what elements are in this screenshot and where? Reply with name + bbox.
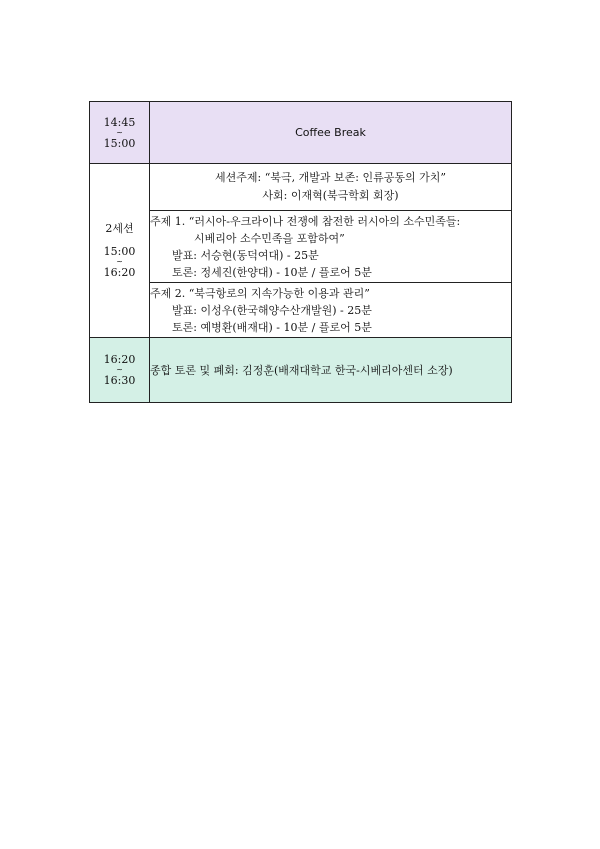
topic1-title-line2: 시베리아 소수민족을 포함하여” — [194, 231, 345, 245]
coffee-break-cell — [150, 102, 512, 164]
session2-theme-cell — [150, 164, 512, 211]
session2-header-row — [90, 164, 512, 211]
coffee-tilde: ~ — [116, 127, 123, 137]
closing-end-time: 16:30 — [103, 374, 136, 387]
session2-theme: 세션주제: “북극, 개발과 보존: 인류공동의 가치” — [215, 171, 446, 184]
session2-time-cell — [90, 164, 150, 338]
session2-end-time: 16:20 — [103, 266, 136, 279]
session2-tilde: ~ — [116, 257, 123, 266]
coffee-break-title: Coffee Break — [295, 126, 366, 139]
closing-cell — [150, 338, 512, 403]
session2-label: 2세션 — [105, 222, 134, 235]
coffee-break-row — [90, 102, 512, 164]
topic1-cell — [150, 211, 512, 283]
coffee-end-time: 15:00 — [103, 136, 136, 150]
closing-tilde: ~ — [116, 365, 123, 374]
closing-start-time: 16:20 — [103, 353, 136, 366]
closing-row — [90, 338, 512, 403]
topic2-discussant: 토론: 예병환(배재대) - 10분 / 플로어 5분 — [172, 320, 372, 334]
topic1-title-line1: 주제 1. “러시아-우크라이나 전쟁에 참전한 러시아의 소수민족들: — [150, 214, 461, 228]
topic2-title: 주제 2. “북극항로의 지속가능한 이용과 관리” — [150, 286, 370, 300]
topic1-discussant: 토론: 정세진(한양대) - 10분 / 플로어 5분 — [172, 265, 372, 279]
session2-moderator: 사회: 이재혁(북극학회 회장) — [262, 189, 399, 202]
program-table — [89, 101, 512, 403]
coffee-start-time: 14:45 — [103, 115, 136, 129]
topic1-presenter: 발표: 서승현(동덕여대) - 25분 — [172, 248, 319, 262]
topic1-row — [90, 211, 512, 283]
closing-text: 종합 토론 및 폐회: 김정훈(배재대학교 한국-시베리아센터 소장) — [150, 364, 453, 377]
closing-time-cell — [90, 338, 150, 403]
session2-start-time: 15:00 — [103, 245, 136, 258]
coffee-time-cell — [90, 102, 150, 164]
topic2-presenter: 발표: 이성우(한국해양수산개발원) - 25분 — [172, 303, 372, 317]
topic2-row — [90, 283, 512, 338]
topic2-cell — [150, 283, 512, 338]
